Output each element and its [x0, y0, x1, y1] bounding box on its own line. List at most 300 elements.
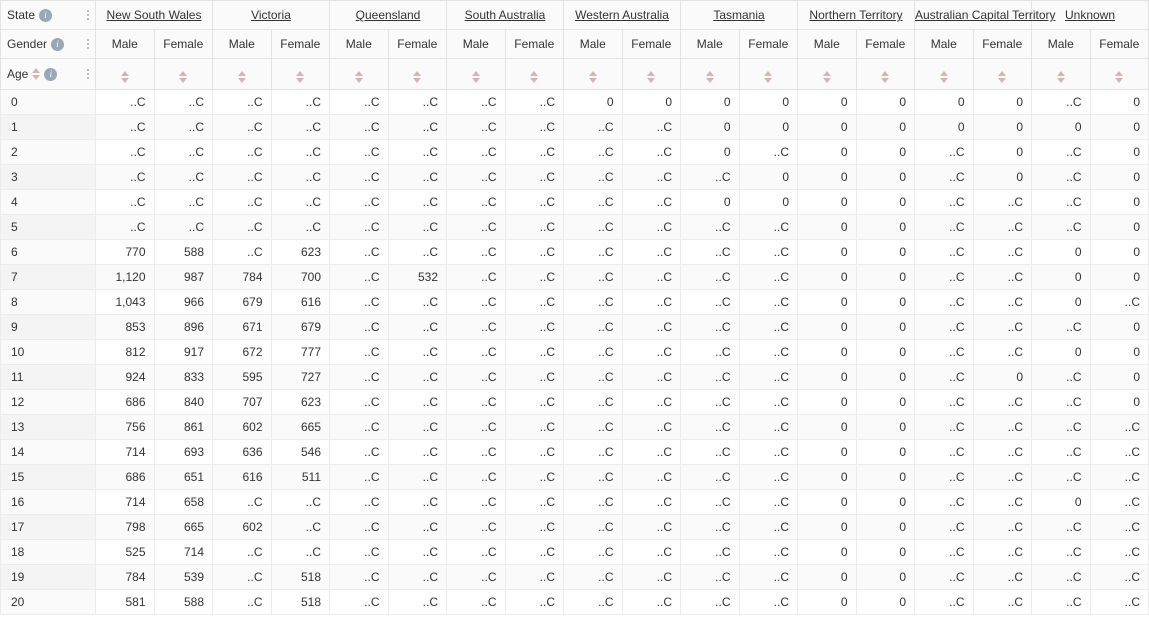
data-cell: 756	[96, 415, 155, 440]
data-cell: ..C	[213, 140, 272, 165]
info-icon[interactable]: i	[44, 68, 57, 81]
data-cell: ..C	[1032, 140, 1091, 165]
data-cell: ..C	[388, 140, 447, 165]
state-header-south-australia[interactable]	[447, 1, 564, 30]
data-cell: ..C	[564, 565, 623, 590]
data-cell: 686	[96, 465, 155, 490]
data-cell: ..C	[739, 365, 798, 390]
data-cell: 588	[154, 240, 213, 265]
data-cell: 924	[96, 365, 155, 390]
data-cell: 665	[154, 515, 213, 540]
data-cell: 588	[154, 590, 213, 615]
sort-icon[interactable]	[940, 71, 948, 83]
data-cell: ..C	[213, 540, 272, 565]
data-cell: ..C	[388, 190, 447, 215]
gender-header-male[interactable]	[915, 30, 974, 59]
data-cell: ..C	[681, 365, 740, 390]
sort-icon[interactable]	[413, 71, 421, 83]
data-cell: ..C	[915, 290, 974, 315]
table-row	[1, 390, 1149, 415]
data-cell: ..C	[622, 140, 681, 165]
data-cell: ..C	[564, 215, 623, 240]
column-sort-control[interactable]	[96, 59, 155, 90]
data-cell: ..C	[447, 240, 506, 265]
data-cell: ..C	[505, 515, 564, 540]
data-cell: ..C	[681, 265, 740, 290]
kebab-icon[interactable]	[83, 10, 89, 20]
info-icon[interactable]: i	[39, 9, 52, 22]
sort-icon[interactable]	[1115, 71, 1123, 83]
data-cell: 0	[1032, 290, 1091, 315]
gender-header-female[interactable]	[154, 30, 213, 59]
data-cell: ..C	[271, 515, 330, 540]
gender-header-female[interactable]	[739, 30, 798, 59]
age-cell: 0	[1, 90, 96, 115]
data-cell: 727	[271, 365, 330, 390]
data-cell: 0	[1090, 215, 1149, 240]
sort-icon[interactable]	[238, 71, 246, 83]
data-cell: ..C	[1032, 315, 1091, 340]
data-cell: 679	[271, 315, 330, 340]
data-cell: ..C	[681, 215, 740, 240]
data-cell: ..C	[564, 440, 623, 465]
data-cell: ..C	[564, 490, 623, 515]
gender-label: Male	[1047, 37, 1074, 51]
column-sort-control[interactable]	[622, 59, 681, 90]
data-cell: 0	[856, 390, 915, 415]
age-cell: 18	[1, 540, 96, 565]
data-cell: ..C	[271, 165, 330, 190]
gender-header-female[interactable]	[1090, 30, 1149, 59]
data-cell: ..C	[271, 115, 330, 140]
state-link[interactable]: Tasmania	[713, 8, 765, 22]
data-cell: ..C	[915, 215, 974, 240]
data-cell: 917	[154, 340, 213, 365]
data-cell: ..C	[213, 90, 272, 115]
sort-icon[interactable]	[706, 71, 714, 83]
data-cell: ..C	[330, 415, 389, 440]
column-sort-control[interactable]	[388, 59, 447, 90]
data-cell: ..C	[1032, 390, 1091, 415]
data-cell: ..C	[447, 315, 506, 340]
data-cell: ..C	[1032, 565, 1091, 590]
data-cell: ..C	[505, 315, 564, 340]
table-row	[1, 90, 1149, 115]
age-cell: 12	[1, 390, 96, 415]
data-cell: ..C	[564, 390, 623, 415]
data-cell: 636	[213, 440, 272, 465]
data-cell: ..C	[973, 215, 1032, 240]
data-cell: 700	[271, 265, 330, 290]
data-cell: ..C	[213, 590, 272, 615]
gender-label: Female	[865, 37, 906, 51]
data-cell: ..C	[739, 565, 798, 590]
data-cell: ..C	[681, 540, 740, 565]
gender-header-male[interactable]	[798, 30, 857, 59]
data-cell: ..C	[271, 540, 330, 565]
sort-icon[interactable]	[121, 71, 129, 83]
data-cell: ..C	[622, 465, 681, 490]
data-cell: ..C	[388, 240, 447, 265]
data-cell: ..C	[447, 165, 506, 190]
column-sort-control[interactable]	[564, 59, 623, 90]
data-cell: ..C	[973, 440, 1032, 465]
gender-header-male[interactable]	[447, 30, 506, 59]
state-link[interactable]: Unknown	[1064, 8, 1116, 22]
data-cell: ..C	[1032, 165, 1091, 190]
data-cell: ..C	[213, 215, 272, 240]
data-cell: ..C	[564, 340, 623, 365]
data-cell: 623	[271, 390, 330, 415]
state-header-australian-capital-territory[interactable]	[915, 1, 1056, 30]
data-cell: 0	[798, 540, 857, 565]
data-cell: ..C	[271, 190, 330, 215]
sort-icon[interactable]	[998, 71, 1006, 83]
data-cell: ..C	[388, 415, 447, 440]
table-row	[1, 315, 1149, 340]
data-cell: ..C	[739, 340, 798, 365]
column-sort-control[interactable]	[213, 59, 272, 90]
data-cell: ..C	[447, 290, 506, 315]
sort-icon[interactable]	[530, 71, 538, 83]
sort-icon[interactable]	[179, 71, 187, 83]
data-cell: ..C	[915, 265, 974, 290]
data-cell: 0	[856, 340, 915, 365]
data-cell: ..C	[1032, 540, 1091, 565]
table-row	[1, 490, 1149, 515]
data-cell: ..C	[915, 440, 974, 465]
table-row	[1, 565, 1149, 590]
age-cell: 8	[1, 290, 96, 315]
data-cell: ..C	[154, 90, 213, 115]
age-cell: 7	[1, 265, 96, 290]
data-cell: 602	[213, 515, 272, 540]
sort-icon[interactable]	[764, 71, 772, 83]
data-cell: ..C	[330, 565, 389, 590]
data-cell: 511	[271, 465, 330, 490]
data-cell: ..C	[505, 140, 564, 165]
sort-icon[interactable]	[472, 71, 480, 83]
data-cell: 0	[681, 140, 740, 165]
sort-icon[interactable]	[823, 71, 831, 83]
data-cell: 0	[856, 365, 915, 390]
age-cell: 3	[1, 165, 96, 190]
data-cell: ..C	[505, 115, 564, 140]
data-cell: ..C	[681, 440, 740, 465]
data-cell: ..C	[154, 115, 213, 140]
data-cell: 679	[213, 290, 272, 315]
data-cell: 686	[96, 390, 155, 415]
table-row	[1, 590, 1149, 615]
data-cell: 0	[798, 140, 857, 165]
data-cell: 0	[856, 540, 915, 565]
data-cell: ..C	[330, 590, 389, 615]
table-header	[1, 1, 1149, 90]
data-cell: ..C	[1032, 90, 1091, 115]
sort-icon[interactable]	[296, 71, 304, 83]
column-sort-control[interactable]	[739, 59, 798, 90]
data-cell: ..C	[388, 115, 447, 140]
data-cell: ..C	[213, 115, 272, 140]
data-cell: ..C	[1090, 490, 1149, 515]
data-cell: ..C	[505, 365, 564, 390]
age-cell: 10	[1, 340, 96, 365]
sort-icon[interactable]	[881, 71, 889, 83]
age-cell: 1	[1, 115, 96, 140]
gender-header-male[interactable]	[564, 30, 623, 59]
data-cell: 0	[856, 515, 915, 540]
gender-label: Male	[345, 37, 372, 51]
data-cell: 0	[915, 115, 974, 140]
data-cell: ..C	[622, 490, 681, 515]
data-cell: 0	[798, 365, 857, 390]
gender-header-female[interactable]	[856, 30, 915, 59]
data-cell: 581	[96, 590, 155, 615]
gender-header-row	[1, 30, 1149, 59]
gender-header-female[interactable]	[271, 30, 330, 59]
age-cell: 19	[1, 565, 96, 590]
data-cell: 0	[681, 115, 740, 140]
data-cell: ..C	[388, 165, 447, 190]
data-cell: ..C	[330, 290, 389, 315]
age-cell: 17	[1, 515, 96, 540]
gender-header-female[interactable]	[973, 30, 1032, 59]
data-cell: ..C	[681, 240, 740, 265]
data-cell: ..C	[330, 315, 389, 340]
data-cell: ..C	[388, 565, 447, 590]
state-link[interactable]: Northern Territory	[809, 8, 903, 22]
column-sort-control[interactable]	[1090, 59, 1149, 90]
data-cell: 714	[96, 490, 155, 515]
state-link[interactable]: Queensland	[355, 8, 421, 22]
data-cell: ..C	[388, 215, 447, 240]
data-cell: 896	[154, 315, 213, 340]
sort-icon[interactable]	[1057, 71, 1065, 83]
age-cell: 14	[1, 440, 96, 465]
column-sort-control[interactable]	[154, 59, 213, 90]
column-sort-control[interactable]	[330, 59, 389, 90]
data-cell: 0	[856, 90, 915, 115]
data-cell: ..C	[564, 240, 623, 265]
data-cell: ..C	[388, 515, 447, 540]
data-cell: 0	[681, 190, 740, 215]
data-cell: 0	[739, 115, 798, 140]
gender-label: Male	[696, 37, 723, 51]
data-cell: 616	[213, 465, 272, 490]
data-cell: ..C	[622, 415, 681, 440]
table-row	[1, 215, 1149, 240]
data-cell: 0	[973, 165, 1032, 190]
data-cell: ..C	[271, 490, 330, 515]
data-cell: ..C	[447, 590, 506, 615]
table-row	[1, 440, 1149, 465]
data-cell: 0	[1032, 240, 1091, 265]
data-cell: 840	[154, 390, 213, 415]
data-cell: ..C	[330, 515, 389, 540]
state-link[interactable]: Western Australia	[575, 8, 669, 22]
data-cell: 0	[973, 90, 1032, 115]
age-cell: 13	[1, 415, 96, 440]
data-cell: ..C	[388, 590, 447, 615]
data-cell: ..C	[1090, 440, 1149, 465]
state-header-victoria[interactable]	[213, 1, 330, 30]
data-cell: 0	[798, 240, 857, 265]
state-link[interactable]: South Australia	[464, 8, 546, 22]
gender-label: Female	[748, 37, 789, 51]
gender-header-male[interactable]	[1032, 30, 1091, 59]
data-cell: 0	[973, 365, 1032, 390]
data-cell: ..C	[564, 590, 623, 615]
data-cell: 0	[798, 565, 857, 590]
data-cell: ..C	[213, 490, 272, 515]
data-cell: 0	[798, 265, 857, 290]
data-cell: ..C	[388, 290, 447, 315]
sort-icon[interactable]	[355, 71, 363, 83]
gender-header-male[interactable]	[330, 30, 389, 59]
data-cell: ..C	[681, 315, 740, 340]
gender-header-male[interactable]	[213, 30, 272, 59]
column-sort-control[interactable]	[681, 59, 740, 90]
data-cell: ..C	[1090, 565, 1149, 590]
data-cell: ..C	[330, 190, 389, 215]
sort-icon[interactable]	[589, 71, 597, 83]
column-sort-control[interactable]	[798, 59, 857, 90]
row-header-age-label: Age	[7, 67, 29, 81]
data-cell: 0	[798, 190, 857, 215]
data-cell: ..C	[505, 165, 564, 190]
state-link[interactable]: Victoria	[251, 8, 291, 22]
data-cell: ..C	[213, 190, 272, 215]
data-cell: ..C	[388, 440, 447, 465]
gender-header-female[interactable]	[622, 30, 681, 59]
state-header-new-south-wales[interactable]	[96, 1, 213, 30]
data-cell: ..C	[973, 490, 1032, 515]
data-cell: ..C	[622, 515, 681, 540]
state-link[interactable]: New South Wales	[106, 8, 202, 22]
data-cell: ..C	[564, 265, 623, 290]
data-cell: 623	[271, 240, 330, 265]
gender-label: Female	[397, 37, 438, 51]
state-link[interactable]: Australian Capital Territory	[915, 8, 1056, 22]
column-sort-control[interactable]	[505, 59, 564, 90]
data-cell: 0	[1090, 265, 1149, 290]
data-cell: 0	[856, 240, 915, 265]
data-cell: 0	[798, 115, 857, 140]
data-cell: ..C	[505, 290, 564, 315]
data-cell: ..C	[505, 440, 564, 465]
kebab-icon[interactable]	[83, 69, 89, 79]
column-sort-control[interactable]	[856, 59, 915, 90]
data-cell: ..C	[622, 340, 681, 365]
data-cell: ..C	[681, 290, 740, 315]
data-cell: ..C	[915, 165, 974, 190]
kebab-icon[interactable]	[83, 39, 89, 49]
column-sort-control[interactable]	[271, 59, 330, 90]
data-cell: ..C	[739, 140, 798, 165]
column-sort-control[interactable]	[915, 59, 974, 90]
data-cell: ..C	[1090, 465, 1149, 490]
data-cell: 518	[271, 590, 330, 615]
data-cell: 0	[856, 140, 915, 165]
data-cell: ..C	[973, 190, 1032, 215]
gender-header-male[interactable]	[681, 30, 740, 59]
data-cell: ..C	[330, 115, 389, 140]
data-cell: 0	[1090, 365, 1149, 390]
data-cell: ..C	[330, 440, 389, 465]
data-cell: 546	[271, 440, 330, 465]
data-cell: ..C	[330, 340, 389, 365]
data-cell: ..C	[505, 490, 564, 515]
data-cell: ..C	[973, 240, 1032, 265]
data-cell: ..C	[739, 415, 798, 440]
data-cell: ..C	[1090, 540, 1149, 565]
data-cell: ..C	[915, 540, 974, 565]
data-cell: ..C	[330, 390, 389, 415]
data-cell: ..C	[622, 365, 681, 390]
data-cell: 777	[271, 340, 330, 365]
gender-header-female[interactable]	[388, 30, 447, 59]
data-cell: ..C	[915, 415, 974, 440]
sort-icon[interactable]	[32, 68, 40, 80]
gender-label: Male	[930, 37, 957, 51]
gender-label: Male	[228, 37, 255, 51]
data-cell: 0	[1090, 240, 1149, 265]
data-cell: ..C	[915, 140, 974, 165]
column-sort-control[interactable]	[973, 59, 1032, 90]
data-cell: ..C	[739, 540, 798, 565]
table-row	[1, 165, 1149, 190]
data-cell: ..C	[330, 215, 389, 240]
data-cell: 0	[856, 190, 915, 215]
column-sort-control[interactable]	[447, 59, 506, 90]
state-header-western-australia[interactable]	[564, 1, 681, 30]
gender-header-male[interactable]	[96, 30, 155, 59]
data-cell: ..C	[154, 190, 213, 215]
data-cell: ..C	[330, 265, 389, 290]
state-header-northern-territory[interactable]	[798, 1, 915, 30]
data-cell: ..C	[622, 440, 681, 465]
data-cell: ..C	[622, 115, 681, 140]
data-cell: 0	[798, 90, 857, 115]
data-cell: 0	[798, 440, 857, 465]
data-cell: ..C	[739, 315, 798, 340]
state-header-queensland[interactable]	[330, 1, 447, 30]
table-row	[1, 240, 1149, 265]
info-icon[interactable]: i	[51, 38, 64, 51]
data-cell: 0	[856, 465, 915, 490]
data-cell: ..C	[330, 240, 389, 265]
data-cell: 0	[681, 90, 740, 115]
sort-icon[interactable]	[647, 71, 655, 83]
gender-label: Female	[163, 37, 204, 51]
data-cell: 602	[213, 415, 272, 440]
data-cell: ..C	[681, 565, 740, 590]
data-cell: ..C	[915, 340, 974, 365]
state-header-tasmania[interactable]	[681, 1, 798, 30]
data-cell: ..C	[505, 265, 564, 290]
gender-header-female[interactable]	[505, 30, 564, 59]
data-cell: ..C	[564, 140, 623, 165]
data-cell: ..C	[447, 540, 506, 565]
data-cell: 658	[154, 490, 213, 515]
data-cell: ..C	[154, 215, 213, 240]
data-cell: ..C	[622, 265, 681, 290]
data-cell: ..C	[96, 165, 155, 190]
table-body	[1, 90, 1149, 615]
data-cell: 833	[154, 365, 213, 390]
data-cell: ..C	[739, 590, 798, 615]
column-sort-control[interactable]	[1032, 59, 1091, 90]
